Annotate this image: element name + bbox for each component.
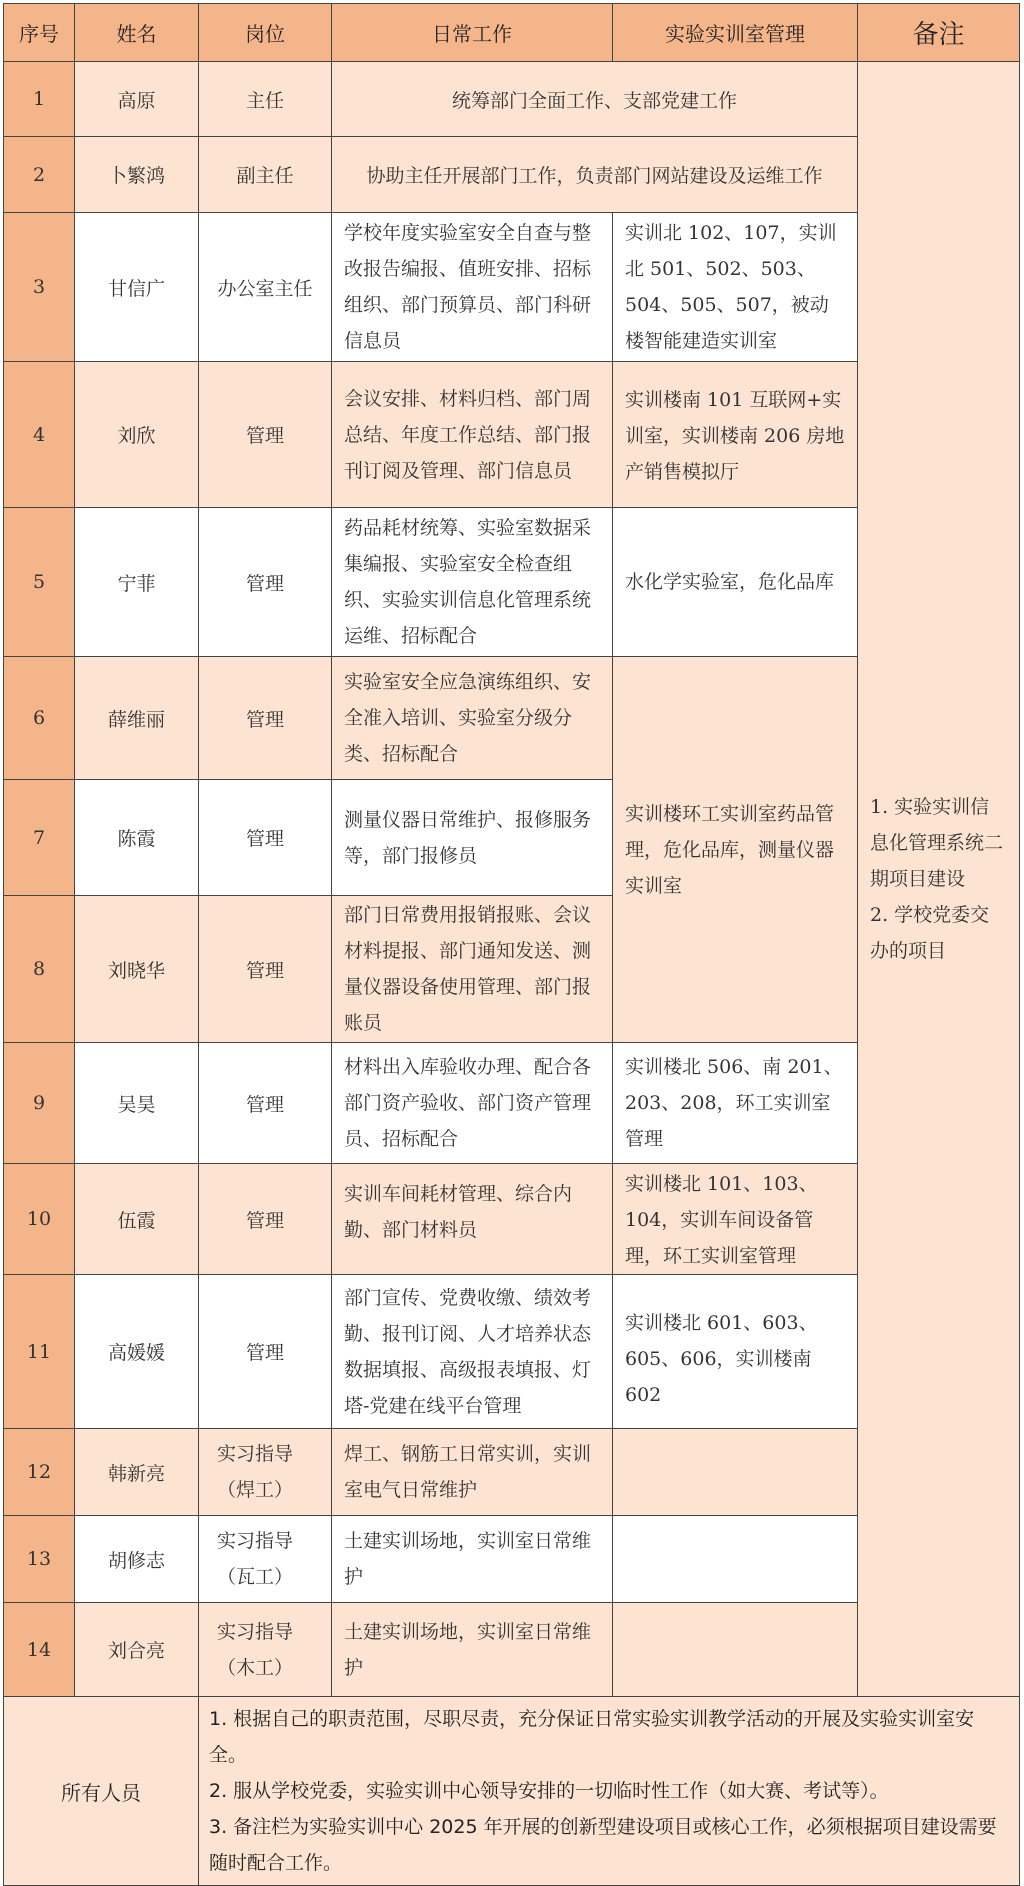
header-position: 岗位 [199, 4, 332, 62]
row-daily-work: 会议安排、材料归档、部门周总结、年度工作总结、部门报刊订阅及管理、部门信息员 [332, 362, 613, 508]
footer-note-1: 1. 根据自己的职责范围，尽职尽责，充分保证日常实验实训教学活动的开展及实验实训室安全。 [209, 1708, 975, 1766]
footer-note-2: 2. 服从学校党委，实验实训中心领导安排的一切临时性工作（如大赛、考试等）。 [209, 1780, 889, 1802]
row-name: 陈霞 [75, 780, 199, 896]
row-lab-mgmt: 实训楼北 601、603、605、606，实训楼南 602 [613, 1275, 858, 1429]
row-index: 4 [4, 362, 75, 508]
footer-note-3: 3. 备注栏为实验实训中心 2025 年开展的创新型建设项目或核心工作，必须根据项目建设需要随时配合工作。 [209, 1816, 997, 1874]
row-index: 9 [4, 1043, 75, 1164]
duty-table-container [3, 3, 1019, 1879]
row-daily-work: 部门宣传、党费收缴、绩效考勤、报刊订阅、人才培养状态数据填报、高级报表填报、灯塔-党建在线平台管理 [332, 1275, 613, 1429]
row-index: 2 [4, 137, 75, 213]
row-index: 5 [4, 508, 75, 657]
row-index: 13 [4, 1516, 75, 1603]
row-position: 管理 [199, 508, 332, 657]
footer-row [4, 1697, 1020, 1886]
remark-cell [858, 62, 1020, 1697]
row-daily-work: 学校年度实验室安全自查与整改报告编报、值班安排、招标组织、部门预算员、部门科研信息员 [332, 213, 613, 362]
row-index: 14 [4, 1603, 75, 1697]
row-name: 胡修志 [75, 1516, 199, 1603]
header-index: 序号 [4, 4, 75, 62]
row-name: 刘欣 [75, 362, 199, 508]
row-lab-mgmt [613, 1516, 858, 1603]
row-position: 实习指导（瓦工） [199, 1516, 332, 1603]
row-name: 卜繁鸿 [75, 137, 199, 213]
row-position: 管理 [199, 362, 332, 508]
duty-table [3, 3, 1020, 1886]
row-lab-mgmt: 实训楼南 101 互联网+实训室，实训楼南 206 房地产销售模拟厅 [613, 362, 858, 508]
remark-line-1: 1. 实验实训信息化管理系统二期项目建设 [870, 796, 1004, 890]
row-name: 吴昊 [75, 1043, 199, 1164]
row-name: 伍霞 [75, 1164, 199, 1275]
row-position: 管理 [199, 1043, 332, 1164]
row-position: 管理 [199, 896, 332, 1043]
row-index: 1 [4, 62, 75, 137]
row-position: 管理 [199, 780, 332, 896]
row-index: 8 [4, 896, 75, 1043]
row-daily-work: 实训车间耗材管理、综合内勤、部门材料员 [332, 1164, 613, 1275]
row-lab-mgmt [613, 1603, 858, 1697]
row-daily-work: 药品耗材统筹、实验室数据采集编报、实验室安全检查组织、实验实训信息化管理系统运维、招标配合 [332, 508, 613, 657]
row-name: 薛维丽 [75, 657, 199, 780]
table-row [4, 62, 1020, 137]
row-lab-mgmt [613, 1429, 858, 1516]
row-name: 韩新亮 [75, 1429, 199, 1516]
row-lab-mgmt: 实训楼北 506、南 201、203、208，环工实训室管理 [613, 1043, 858, 1164]
header-remark: 备注 [858, 4, 1020, 62]
row-name: 刘合亮 [75, 1603, 199, 1697]
row-daily-work: 实验室安全应急演练组织、安全准入培训、实验室分级分类、招标配合 [332, 657, 613, 780]
row-position: 主任 [199, 62, 332, 137]
row-position: 实习指导（焊工） [199, 1429, 332, 1516]
row-daily-work: 土建实训场地，实训室日常维护 [332, 1603, 613, 1697]
row-name: 高原 [75, 62, 199, 137]
row-name: 刘晓华 [75, 896, 199, 1043]
row-name: 宁菲 [75, 508, 199, 657]
row-position: 实习指导（木工） [199, 1603, 332, 1697]
row-index: 3 [4, 213, 75, 362]
footer-notes [199, 1697, 1020, 1886]
row-daily-work: 焊工、钢筋工日常实训，实训室电气日常维护 [332, 1429, 613, 1516]
row-position: 副主任 [199, 137, 332, 213]
header-lab-mgmt: 实验实训室管理 [613, 4, 858, 62]
header-name: 姓名 [75, 4, 199, 62]
row-position: 管理 [199, 1164, 332, 1275]
row-name: 甘信广 [75, 213, 199, 362]
row-lab-mgmt: 水化学实验室，危化品库 [613, 508, 858, 657]
row-daily-work: 材料出入库验收办理、配合各部门资产验收、部门资产管理员、招标配合 [332, 1043, 613, 1164]
row-lab-mgmt: 实训北 102、107，实训北 501、502、503、504、505、507，被动楼智能建造实训室 [613, 213, 858, 362]
row-daily-work: 土建实训场地，实训室日常维护 [332, 1516, 613, 1603]
row-daily-work: 协助主任开展部门工作，负责部门网站建设及运维工作 [332, 137, 858, 213]
row-index: 10 [4, 1164, 75, 1275]
row-daily-work: 统筹部门全面工作、支部党建工作 [332, 62, 858, 137]
row-index: 11 [4, 1275, 75, 1429]
remark-line-2: 2. 学校党委交办的项目 [870, 904, 990, 962]
footer-label: 所有人员 [4, 1697, 199, 1886]
row-index: 7 [4, 780, 75, 896]
row-position: 管理 [199, 657, 332, 780]
row-name: 高媛媛 [75, 1275, 199, 1429]
row-lab-mgmt: 实训楼北 101、103、104，实训车间设备管理，环工实训室管理 [613, 1164, 858, 1275]
row-position: 管理 [199, 1275, 332, 1429]
row-position: 办公室主任 [199, 213, 332, 362]
header-row [4, 4, 1020, 62]
row-index: 6 [4, 657, 75, 780]
row-daily-work: 部门日常费用报销报账、会议材料提报、部门通知发送、测量仪器设备使用管理、部门报账员 [332, 896, 613, 1043]
header-daily-work: 日常工作 [332, 4, 613, 62]
row-daily-work: 测量仪器日常维护、报修服务等，部门报修员 [332, 780, 613, 896]
row-index: 12 [4, 1429, 75, 1516]
row-lab-mgmt: 实训楼环工实训室药品管理，危化品库，测量仪器实训室 [613, 657, 858, 1043]
